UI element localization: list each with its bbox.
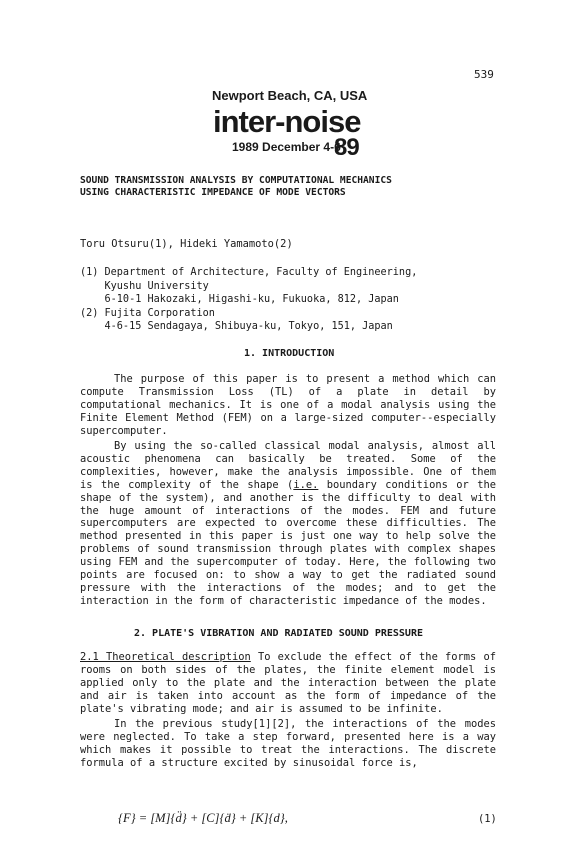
conference-location: Newport Beach, CA, USA: [212, 88, 368, 103]
authors: Toru Otsuru(1), Hideki Yamamoto(2): [80, 238, 293, 250]
theory-paragraph-1: [80, 651, 496, 716]
affiliation-line: 6-10-1 Hakozaki, Higashi-ku, Fukuoka, 812, Japan: [80, 294, 399, 305]
paper-title-line2: USING CHARACTERISTIC IMPEDANCE OF MODE VECTORS: [80, 187, 346, 198]
conference-logo: inter-noise: [213, 104, 361, 139]
theory-paragraph-2: [80, 718, 496, 770]
intro-paragraph-2-text-b: boundary conditions or the shape of the system), and another is the difficulty to deal with the huge amount of interactions of the modes. FEM and future supercomputers are expected to overcome these difficulties. The method presented in this paper is just one way to help solve the problems of sound transmission through plates with complex shapes using FEM and the supercomputer of today. Here, the following two points are focused on: to show a way to get the radiated sound pressure with the interactions of the modes; and to get the interaction in the form of characteristic impedance of the modes.: [80, 478, 496, 607]
intro-paragraph-1: [80, 373, 496, 438]
conference-year-mark: 89: [334, 134, 359, 161]
paper-title: [80, 175, 392, 199]
equation-1: {F} = [M]{d̈} + [C]{ḋ} + [K]{d},: [118, 811, 288, 825]
subsection-heading-theoretical-description: 2.1 Theoretical description: [80, 651, 251, 663]
theory-paragraph-1-text: To exclude the effect of the forms of rooms on both sides of the plates, the finite element model is applied only to the plate and the interaction between the plate and air is taken into account as the form of impedance of the plate's vibrating mode; and air is assumed to be infinite.: [80, 651, 496, 715]
affiliation-line: Kyushu University: [80, 280, 209, 292]
affiliations: [80, 266, 417, 334]
page-number: 539: [474, 68, 494, 81]
intro-paragraph-1-text: The purpose of this paper is to present a method which can compute Transmission Loss (TL) of a plate in detail by computational mechanics. It is one of a modal analysis using the Finite Element Method (FEM) on a large-sized computer--especially supercomputer.: [80, 373, 496, 437]
affiliation-line: (2) Fujita Corporation: [80, 307, 215, 319]
section-heading-plate-vibration: 2. PLATE'S VIBRATION AND RADIATED SOUND PRESSURE: [134, 628, 423, 639]
affiliation-line: 4-6-15 Sendagaya, Shibuya-ku, Tokyo, 151, Japan: [80, 321, 393, 332]
conference-date: 1989 December 4-6: [232, 140, 341, 154]
theory-paragraph-2-text: In the previous study[1][2], the interactions of the modes were neglected. To take a step forward, presented here is a way which makes it possible to treat the interactions. The discrete formula of a structure excited by sinusoidal force is,: [80, 718, 496, 769]
intro-paragraph-2: [80, 440, 496, 608]
equation-number: (1): [478, 813, 497, 825]
section-heading-introduction: 1. INTRODUCTION: [244, 348, 335, 359]
paper-title-line1: SOUND TRANSMISSION ANALYSIS BY COMPUTATIONAL MECHANICS: [80, 175, 392, 186]
affiliation-line: (1) Department of Architecture, Faculty of Engineering,: [80, 267, 418, 278]
intro-paragraph-2-text-a: By using the so-called classical modal analysis, almost all acoustic phenomena can basically be treated. Some of the complexities, however, make the analysis impossible. One of them is the complexity of the shape (: [80, 440, 496, 491]
ie-abbreviation: i.e.: [293, 478, 319, 491]
